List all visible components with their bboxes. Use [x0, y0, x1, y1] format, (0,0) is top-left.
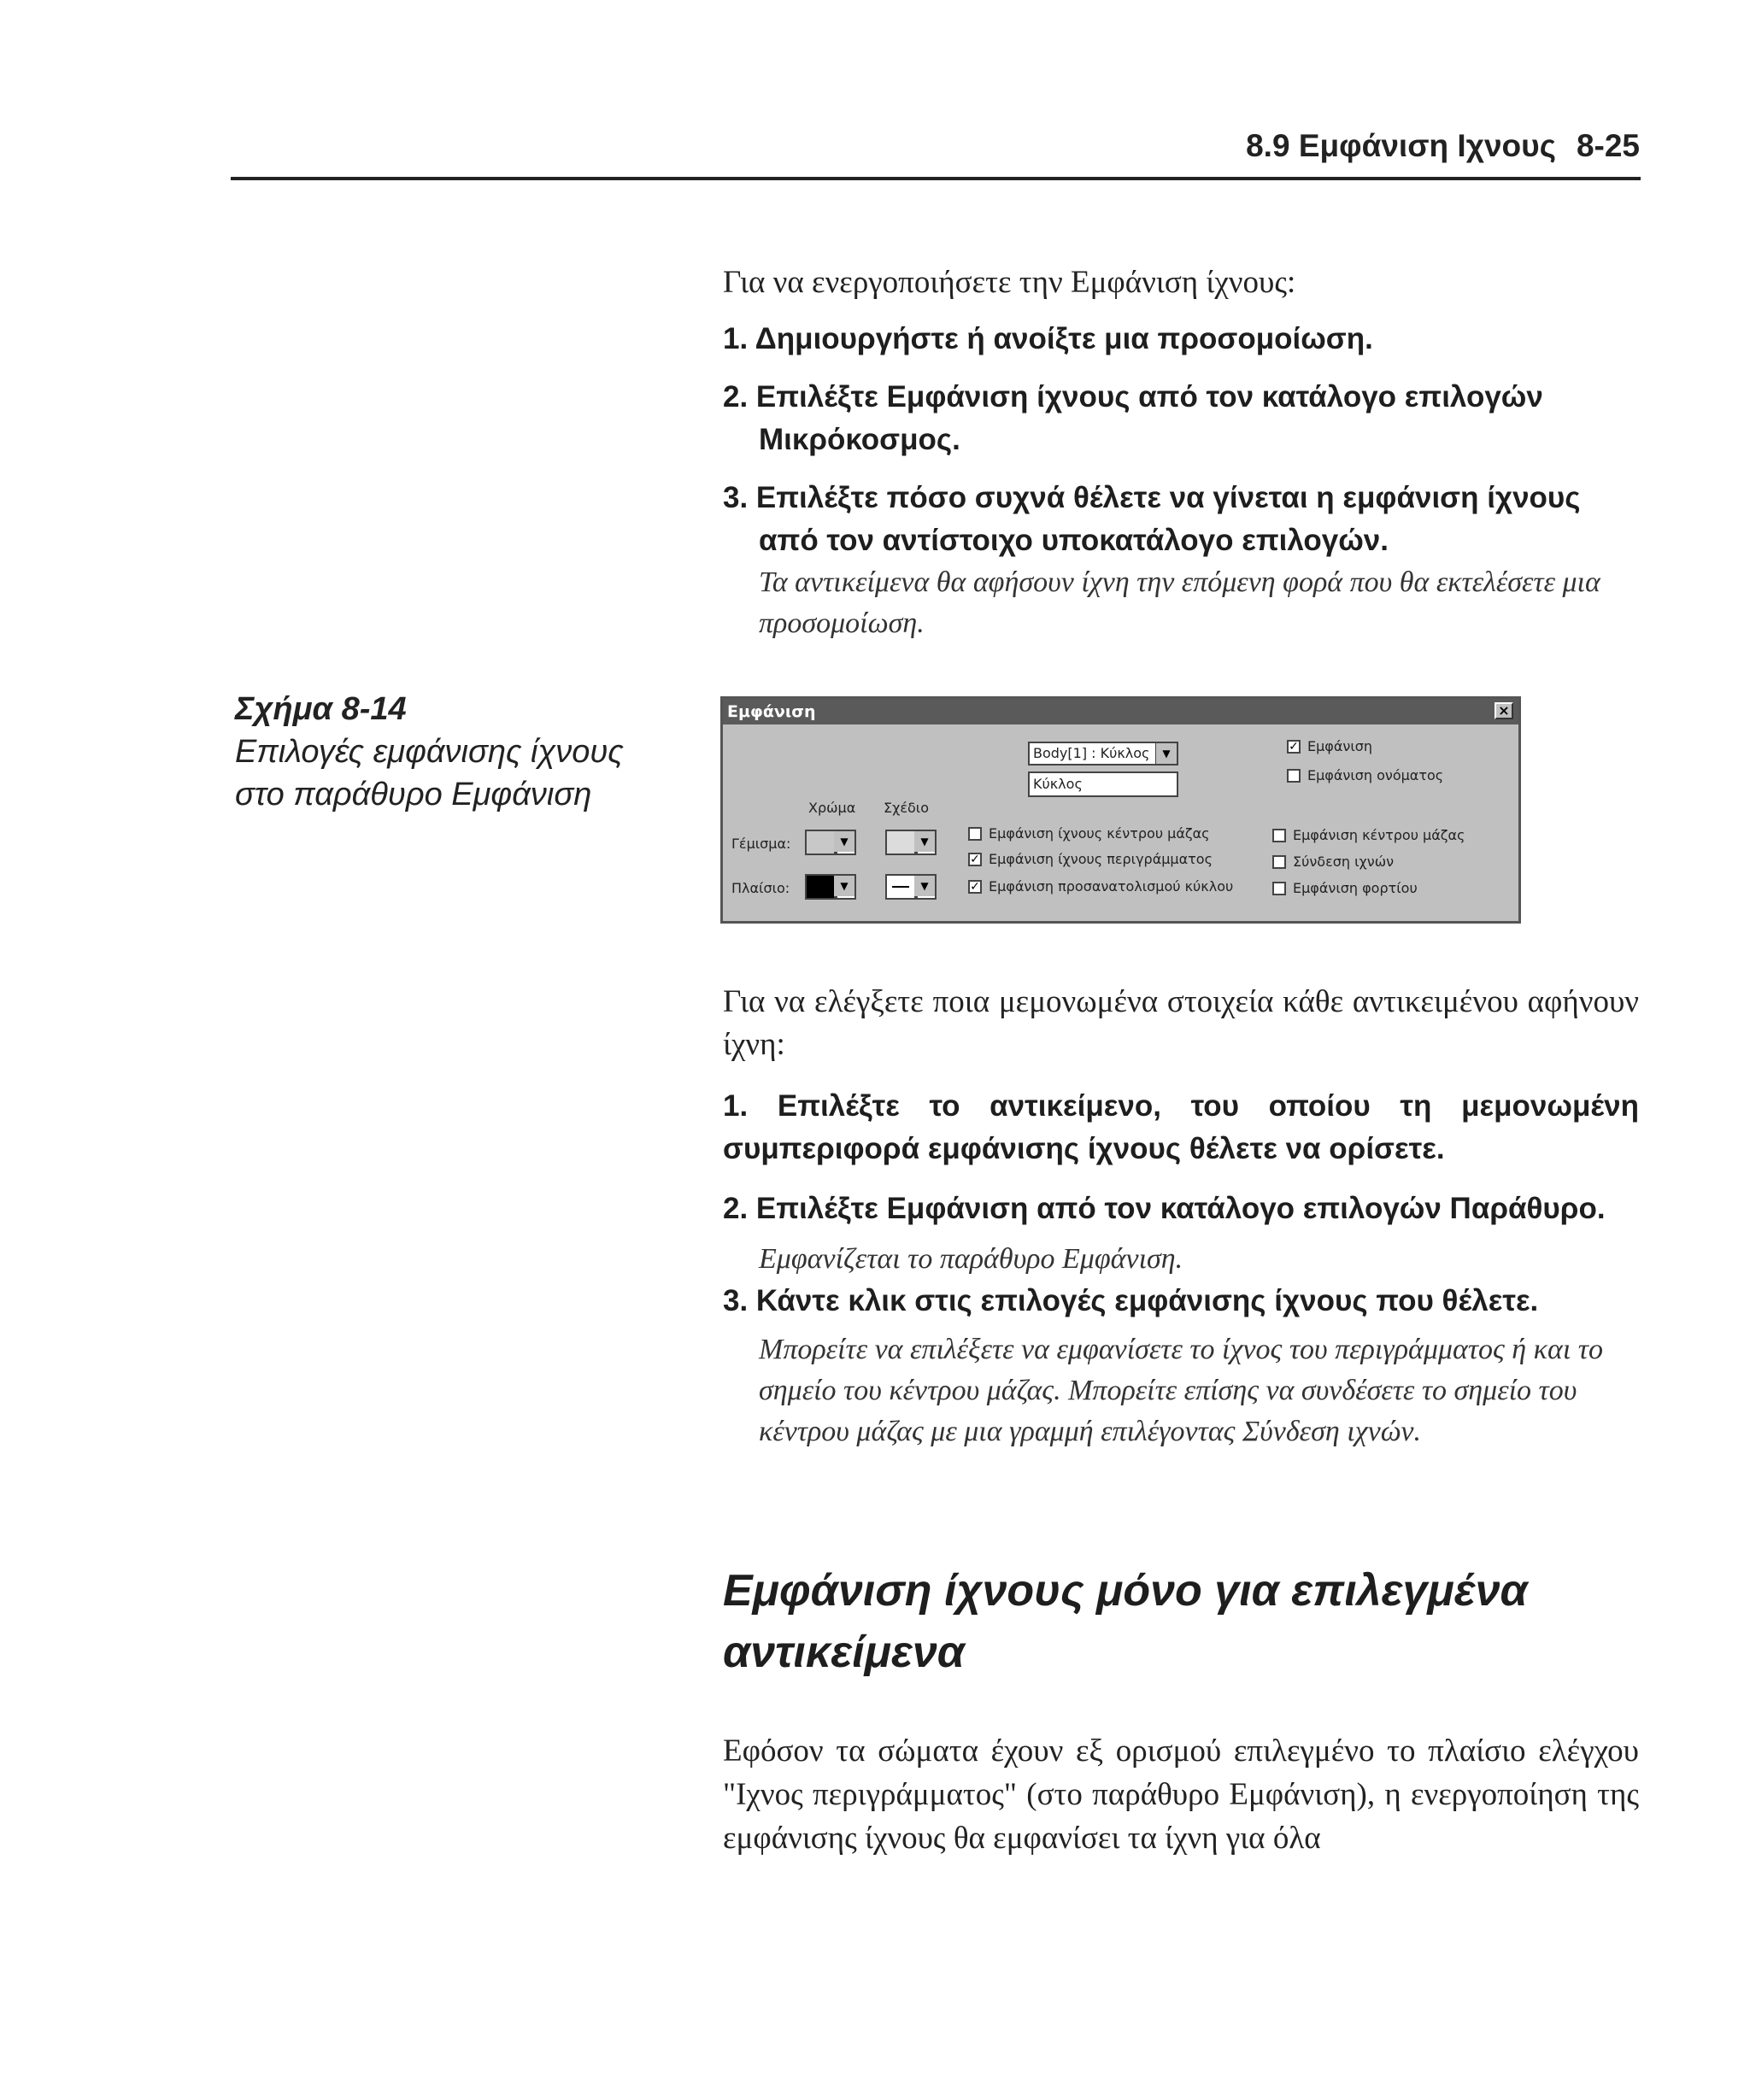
caption-line: Επιλογές εμφάνισης ίχνους — [235, 734, 624, 770]
checkbox-label: Εμφάνιση ονόματος — [1307, 767, 1444, 783]
object-select-value: Body[1] : Κύκλος — [1033, 745, 1150, 761]
fill-pattern-swatch[interactable] — [885, 830, 916, 855]
checkbox-trace-center[interactable] — [968, 825, 1210, 842]
step-3: 3. Κάντε κλικ στις επιλογές εμφάνισης ίχνους που θέλετε. — [723, 1284, 1539, 1317]
frame-color-dropdown[interactable] — [836, 874, 856, 900]
fill-pattern-dropdown[interactable] — [916, 830, 937, 855]
chevron-down-icon: ▼ — [914, 876, 935, 896]
checkbox-box[interactable] — [1287, 769, 1301, 783]
step-2: 2. Επιλέξτε Εμφάνιση ίχνους από τον κατάλογο επιλογών Μικρόκοσμος. — [723, 380, 1543, 456]
checkbox-center-mass[interactable] — [1272, 827, 1465, 843]
checkbox-label: Εμφάνιση κέντρου μάζας — [1293, 827, 1465, 843]
checkbox-label: Εμφάνιση — [1307, 738, 1373, 754]
checkbox-orientation[interactable] — [968, 878, 1233, 895]
step-2-note: Εμφανίζεται το παράθυρο Εμφάνιση. — [759, 1243, 1183, 1275]
step-1: 1. Δημιουργήστε ή ανοίξτε μια προσομοίωση. — [723, 322, 1373, 355]
section-selected-objects — [723, 1560, 1639, 1860]
checkbox-label: Σύνδεση ιχνών — [1293, 853, 1395, 870]
chevron-down-icon: ▼ — [914, 831, 935, 852]
dialog-title: Εμφάνιση — [727, 702, 816, 721]
heading-line: αντικείμενα — [723, 1628, 966, 1677]
frame-color-swatch[interactable] — [805, 874, 836, 900]
step-3-note: Μπορείτε να επιλέξετε να εμφανίσετε το ίχνος του περιγράμματος ή και το σημείο του κέντρου μάζας. Μπορείτε επίσης να συνδέσετε το σημείο του κέντρου μάζας με μια γραμμή επιλέγοντας Σύνδεση ιχνών. — [759, 1334, 1603, 1447]
section-individual-traces — [723, 981, 1639, 1452]
checkbox-label: Εμφάνιση ίχνους κέντρου μάζας — [989, 825, 1210, 842]
section-enable-trace — [723, 261, 1639, 644]
fill-row-label: Γέμισμα: — [731, 836, 791, 852]
checkbox-show-load[interactable] — [1272, 880, 1418, 896]
fill-color-dropdown[interactable] — [836, 830, 856, 855]
heading-line: Εμφάνιση ίχνους μόνο για επιλεγμένα — [723, 1566, 1528, 1616]
chevron-down-icon: ▼ — [834, 831, 854, 852]
caption-title: Σχήμα 8-14 — [235, 691, 407, 727]
checkbox-label: Εμφάνιση φορτίου — [1293, 880, 1418, 896]
step-2: 2. Επιλέξτε Εμφάνιση από τον κατάλογο επιλογών Παράθυρο. — [723, 1192, 1606, 1225]
intro-paragraph: Για να ενεργοποιήσετε την Εμφάνιση ίχνους: — [723, 265, 1296, 300]
running-header — [1246, 128, 1640, 164]
line-style-icon — [892, 886, 909, 888]
object-select[interactable] — [1028, 742, 1178, 766]
checkbox-box[interactable]: ✓ — [968, 853, 982, 866]
column-pattern-label: Σχέδιο — [884, 800, 929, 816]
checkbox-box[interactable] — [1272, 882, 1286, 895]
checkbox-box[interactable]: ✓ — [968, 880, 982, 894]
column-color-label: Χρώμα — [808, 800, 856, 816]
frame-row-label: Πλαίσιο: — [731, 880, 790, 896]
step-3-note: Τα αντικείμενα θα αφήσουν ίχνη την επόμενη φορά που θα εκτελέσετε μια προσομοίωση. — [759, 566, 1600, 639]
checkbox-box[interactable] — [1272, 829, 1286, 842]
appearance-dialog — [720, 696, 1521, 924]
figure-caption — [235, 688, 624, 816]
step-3: 3. Επιλέξτε πόσο συχνά θέλετε να γίνεται η εμφάνιση ίχνους από τον αντίστοιχο υποκατάλογο επιλογών. — [723, 481, 1581, 557]
intro-paragraph: Για να ελέγξετε ποια μεμονωμένα στοιχεία κάθε αντικειμένου αφήνουν ίχνη: — [723, 984, 1639, 1062]
fill-color-swatch[interactable] — [805, 830, 836, 855]
chevron-down-icon: ▼ — [834, 876, 854, 896]
dialog-titlebar — [723, 699, 1518, 724]
section-heading — [723, 1560, 1639, 1683]
name-field[interactable]: Κύκλος — [1028, 771, 1178, 797]
checkbox-show-name[interactable] — [1287, 767, 1443, 783]
frame-line-swatch[interactable] — [885, 874, 916, 900]
checkbox-box[interactable] — [1272, 855, 1286, 869]
step-1: 1. Επιλέξτε το αντικείμενο, του οποίου τη μεμονωμένη συμπεριφορά εμφάνισης ίχνους θέλετε να ορίσετε. — [723, 1089, 1639, 1165]
checkbox-label: Εμφάνιση προσανατολισμού κύκλου — [989, 878, 1234, 895]
page-number: 8-25 — [1576, 128, 1640, 163]
section-title: 8.9 Εμφάνιση Ιχνους — [1246, 128, 1556, 163]
checkbox-show[interactable] — [1287, 738, 1372, 754]
chevron-down-icon: ▼ — [1155, 743, 1177, 764]
caption-line: στο παράθυρο Εμφάνιση — [235, 777, 592, 812]
checkbox-box[interactable]: ✓ — [1287, 740, 1301, 754]
checkbox-box[interactable] — [968, 827, 982, 841]
checkbox-trace-outline[interactable] — [968, 851, 1213, 867]
body-paragraph: Εφόσον τα σώματα έχουν εξ ορισμού επιλεγμένο το πλαίσιο ελέγχου "Ιχνος περιγράμματος" (στο παράθυρο Εμφάνιση), η ενεργοποίηση της εμφάνισης ίχνους θα εμφανίσει τα ίχνη για όλα — [723, 1733, 1639, 1856]
checkbox-connect-traces[interactable] — [1272, 853, 1394, 870]
header-rule — [231, 177, 1641, 180]
close-icon[interactable]: × — [1495, 702, 1513, 719]
frame-line-dropdown[interactable] — [916, 874, 937, 900]
checkbox-label: Εμφάνιση ίχνους περιγράμματος — [989, 851, 1213, 867]
